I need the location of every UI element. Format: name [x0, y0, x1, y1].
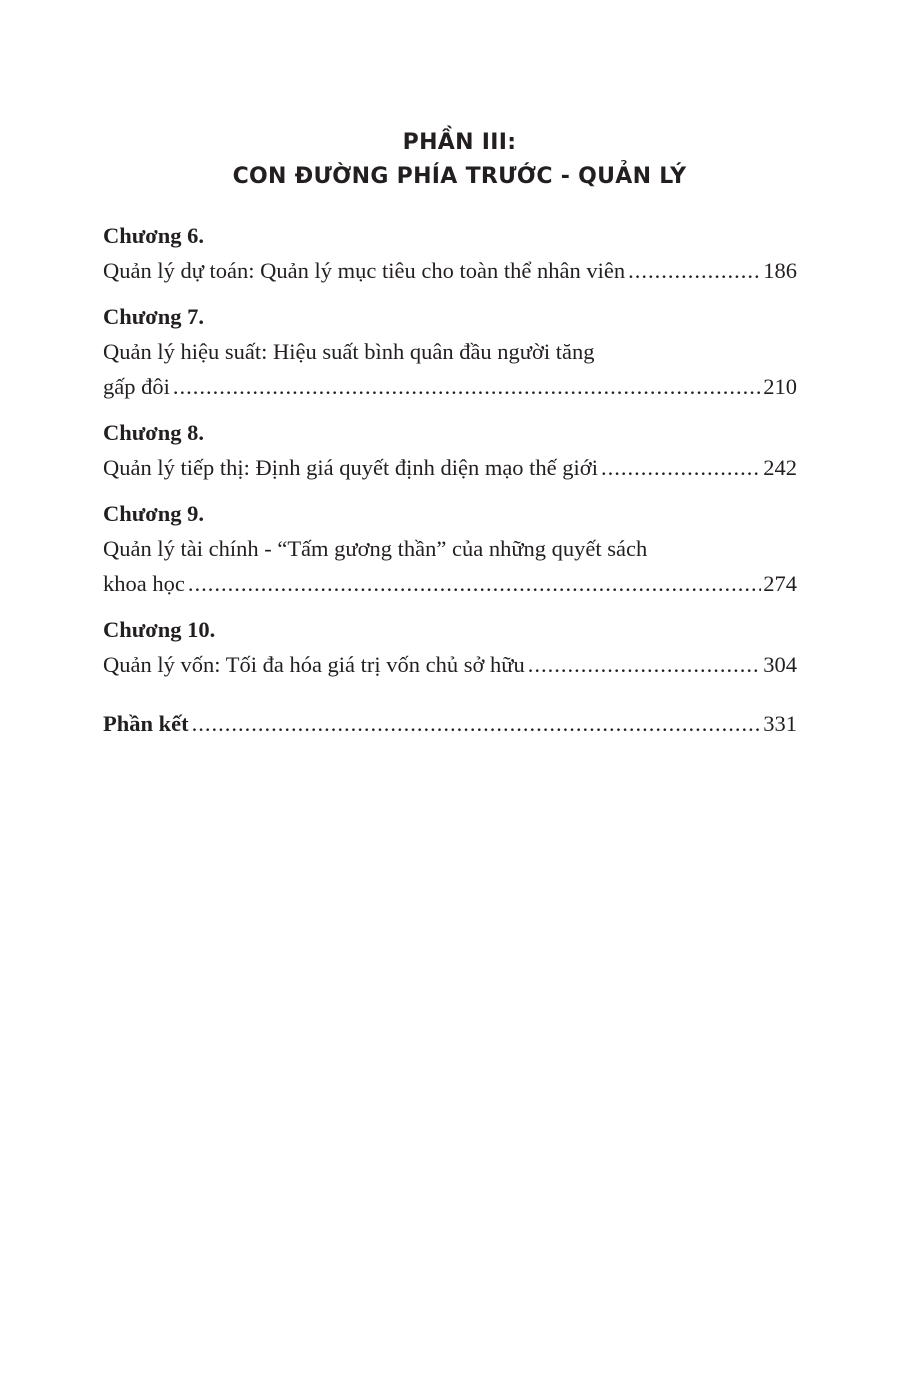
- chapter-title-line: [103, 450, 797, 485]
- part-heading: [0, 126, 919, 194]
- chapter-title-line: [103, 566, 797, 601]
- page-number: 210: [763, 374, 797, 399]
- dot-leader: [528, 647, 762, 682]
- chapter-title-continued: gấp đôi: [103, 374, 170, 399]
- chapter-title-continued: khoa học: [103, 571, 185, 596]
- page-number: 274: [763, 571, 797, 596]
- toc-entry-chapter-6[interactable]: [103, 218, 797, 288]
- dot-leader: [192, 706, 762, 741]
- chapter-title: Quản lý dự toán: Quản lý mục tiêu cho toàn thể nhân viên: [103, 258, 626, 283]
- chapter-label: Chương 10.: [103, 617, 216, 642]
- part-number: PHẦN III:: [402, 130, 517, 155]
- table-of-contents: [103, 218, 797, 741]
- toc-entry-chapter-8[interactable]: [103, 415, 797, 485]
- toc-entry-chapter-7[interactable]: [103, 299, 797, 404]
- dot-leader: [628, 253, 761, 288]
- dot-leader: [601, 450, 761, 485]
- chapter-label: Chương 9.: [103, 501, 204, 526]
- chapter-label: Chương 8.: [103, 420, 204, 445]
- chapter-title-line: [103, 647, 797, 682]
- toc-entry-chapter-9[interactable]: [103, 496, 797, 601]
- chapter-label: Chương 6.: [103, 223, 204, 248]
- chapter-title-line: [103, 369, 797, 404]
- toc-entry-conclusion[interactable]: [103, 706, 797, 741]
- toc-entry-chapter-10[interactable]: [103, 612, 797, 682]
- chapter-title: Quản lý tài chính - “Tấm gương thần” của những quyết sách: [103, 536, 648, 561]
- dot-leader: [173, 369, 761, 404]
- conclusion-label: Phần kết: [103, 711, 189, 736]
- chapter-title: Quản lý vốn: Tối đa hóa giá trị vốn chủ sở hữu: [103, 652, 525, 677]
- chapter-title-line: [103, 253, 797, 288]
- page-number: 242: [763, 455, 797, 480]
- chapter-label: Chương 7.: [103, 304, 204, 329]
- chapter-title: Quản lý hiệu suất: Hiệu suất bình quân đầu người tăng: [103, 339, 595, 364]
- page-number: 331: [763, 711, 797, 736]
- part-title: CON ĐƯỜNG PHÍA TRƯỚC - QUẢN LÝ: [232, 164, 687, 189]
- chapter-title: Quản lý tiếp thị: Định giá quyết định diện mạo thế giới: [103, 455, 598, 480]
- dot-leader: [188, 566, 761, 601]
- page-number: 186: [763, 258, 797, 283]
- page-number: 304: [763, 652, 797, 677]
